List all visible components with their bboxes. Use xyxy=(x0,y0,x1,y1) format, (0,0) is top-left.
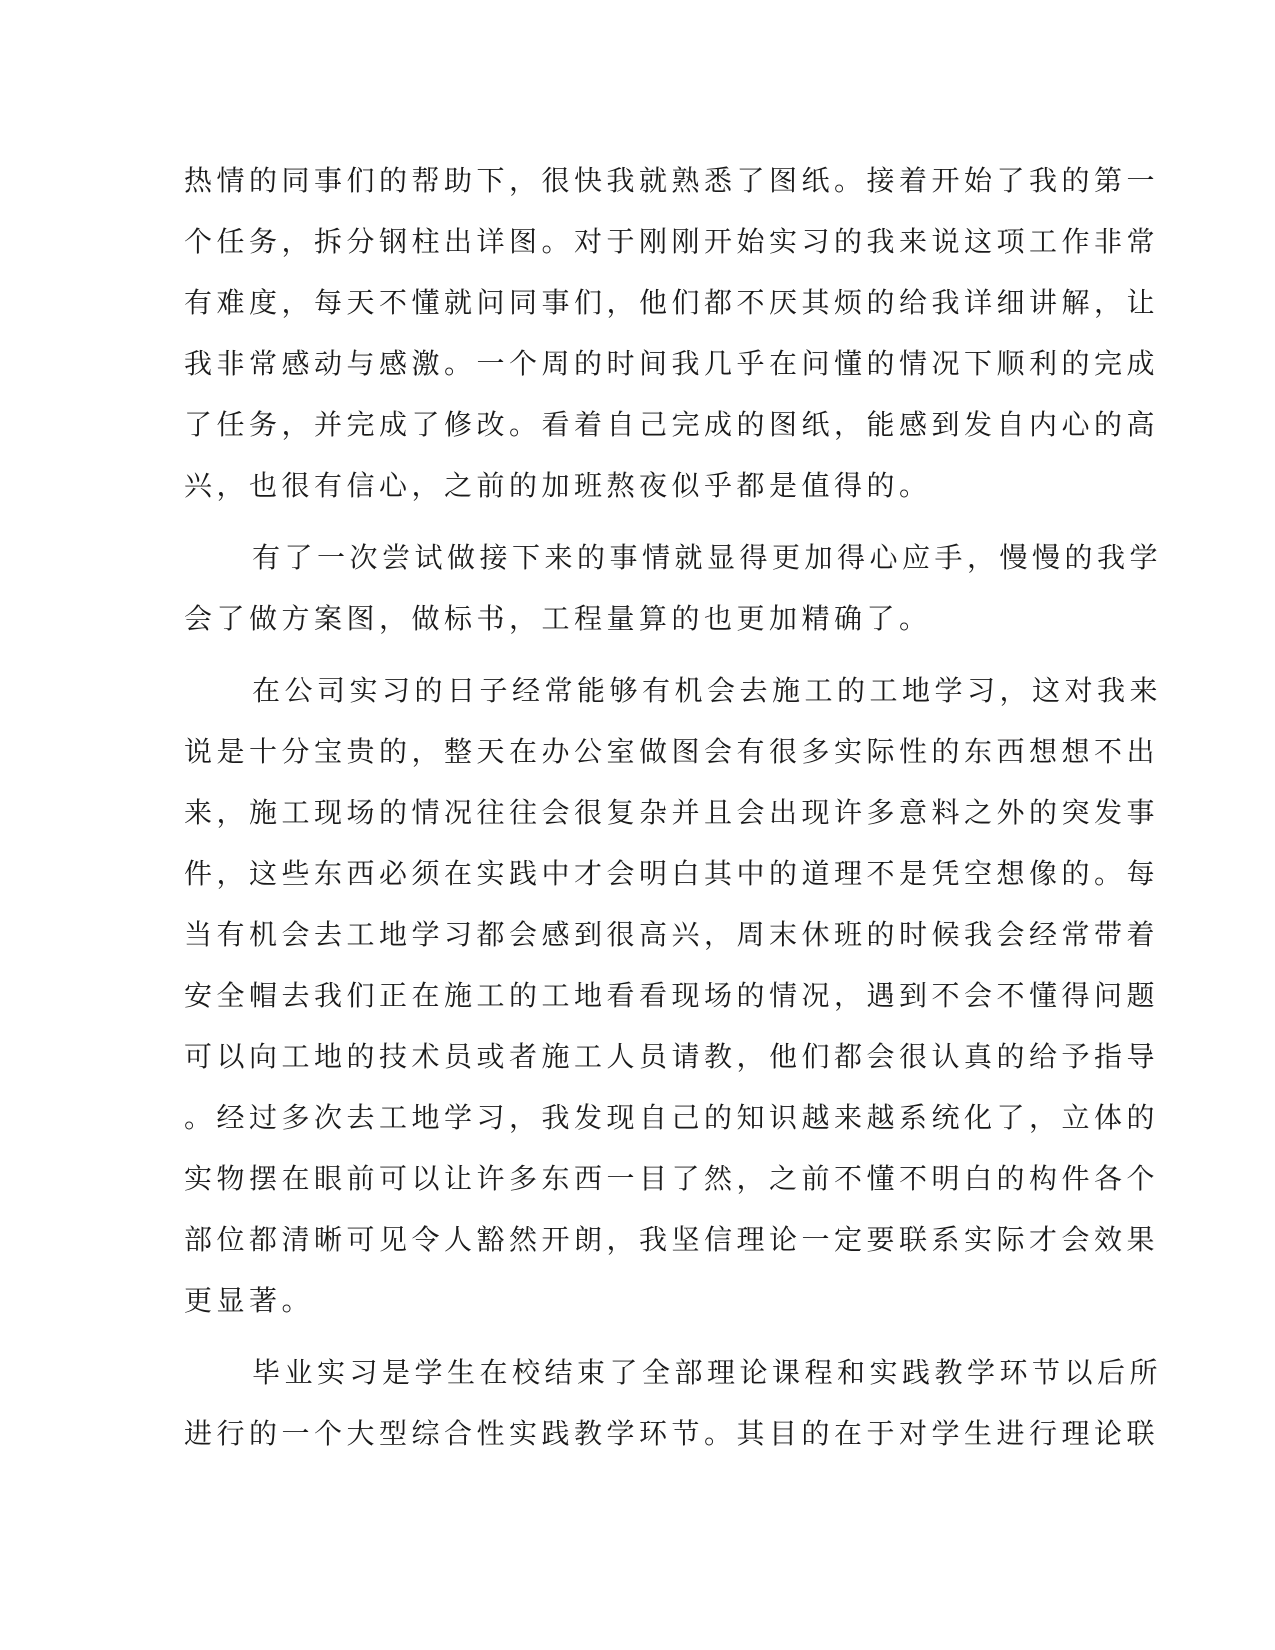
text-line: 毕业实习是学生在校结束了全部理论课程和实践教学环节以后所 xyxy=(252,1356,1163,1389)
text-line: 兴，也很有信心，之前的加班熬夜似乎都是值得的。 xyxy=(184,469,932,502)
text-line: 我非常感动与感激。一个周的时间我几乎在问懂的情况下顺利的完成 xyxy=(184,347,1160,380)
paragraph-4 xyxy=(184,1342,1163,1464)
paragraph-1 xyxy=(184,150,1160,516)
text-line: 了任务，并完成了修改。看着自己完成的图纸，能感到发自内心的高 xyxy=(184,408,1160,441)
text-line: 说是十分宝贵的，整天在办公室做图会有很多实际性的东西想想不出 xyxy=(184,735,1160,768)
paragraph-2 xyxy=(184,527,1163,649)
text-line: 部位都清晰可见令人豁然开朗，我坚信理论一定要联系实际才会效果 xyxy=(184,1223,1160,1256)
text-line: 安全帽去我们正在施工的工地看看现场的情况，遇到不会不懂得问题 xyxy=(184,979,1160,1012)
text-line: 进行的一个大型综合性实践教学环节。其目的在于对学生进行理论联 xyxy=(184,1417,1160,1450)
text-line: 在公司实习的日子经常能够有机会去施工的工地学习，这对我来 xyxy=(252,674,1163,707)
text-line: 。经过多次去工地学习，我发现自己的知识越来越系统化了，立体的 xyxy=(184,1101,1160,1134)
text-line: 实物摆在眼前可以让许多东西一目了然，之前不懂不明白的构件各个 xyxy=(184,1162,1160,1195)
text-line: 更显著。 xyxy=(184,1284,315,1317)
text-line: 件，这些东西必须在实践中才会明白其中的道理不是凭空想像的。每 xyxy=(184,857,1160,890)
text-line: 会了做方案图，做标书，工程量算的也更加精确了。 xyxy=(184,602,932,635)
document-body xyxy=(184,150,1163,1464)
text-line: 个任务，拆分钢柱出详图。对于刚刚开始实习的我来说这项工作非常 xyxy=(184,225,1160,258)
text-line: 有难度，每天不懂就问同事们，他们都不厌其烦的给我详细讲解，让 xyxy=(184,286,1160,319)
text-line: 当有机会去工地学习都会感到很高兴，周末休班的时候我会经常带着 xyxy=(184,918,1160,951)
text-line: 来，施工现场的情况往往会很复杂并且会出现许多意料之外的突发事 xyxy=(184,796,1160,829)
text-line: 有了一次尝试做接下来的事情就显得更加得心应手，慢慢的我学 xyxy=(252,541,1163,574)
text-line: 热情的同事们的帮助下，很快我就熟悉了图纸。接着开始了我的第一 xyxy=(184,164,1160,197)
text-line: 可以向工地的技术员或者施工人员请教，他们都会很认真的给予指导 xyxy=(184,1040,1160,1073)
paragraph-3 xyxy=(184,660,1163,1331)
